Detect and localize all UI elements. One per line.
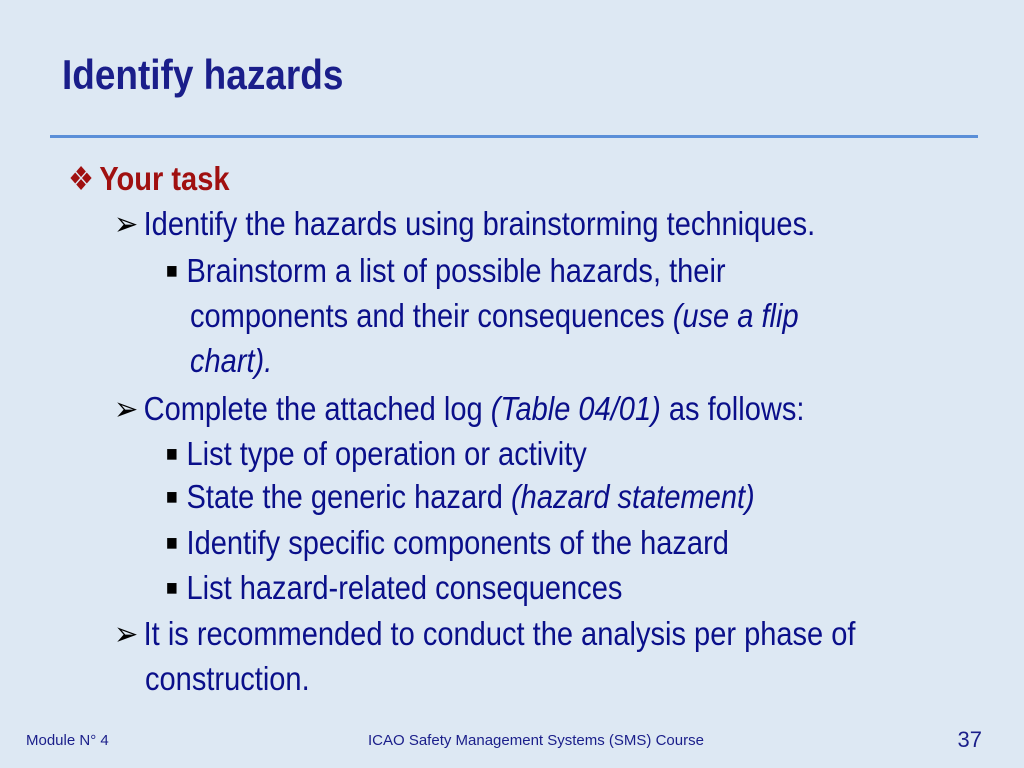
heading-your-task <box>68 160 230 198</box>
slide-title: Identify hazards <box>62 51 344 98</box>
list-item <box>166 478 755 516</box>
list-item-continuation <box>145 660 310 698</box>
list-item <box>166 569 622 607</box>
list-item <box>166 252 726 290</box>
item-italic-text: (use a flip <box>672 297 799 334</box>
item-italic-text: chart). <box>190 342 273 379</box>
list-item-continuation <box>190 297 799 335</box>
item-italic-text: (hazard statement) <box>511 478 755 515</box>
item-text: Complete the attached log <box>143 390 491 427</box>
list-item <box>166 524 729 562</box>
page-number: 37 <box>957 727 982 752</box>
arrow-bullet-icon: ➢ <box>114 205 139 242</box>
list-item-continuation <box>190 342 272 380</box>
square-bullet-icon: ■ <box>166 441 178 466</box>
square-bullet-icon: ■ <box>166 484 178 509</box>
arrow-bullet-icon: ➢ <box>114 615 139 652</box>
item-text: List hazard-related consequences <box>186 569 623 606</box>
footer-module: Module N° 4 <box>26 732 109 749</box>
item-text: Brainstorm a list of possible hazards, their <box>186 252 726 289</box>
list-item <box>114 205 815 243</box>
list-item <box>166 435 587 473</box>
list-item <box>114 615 855 653</box>
heading-text: Your task <box>99 160 230 197</box>
item-text: components and their consequences <box>190 297 673 334</box>
footer-course: ICAO Safety Management Systems (SMS) Course <box>368 732 704 749</box>
item-italic-text: (Table 04/01) <box>490 390 661 427</box>
list-item <box>114 390 804 428</box>
item-text: construction. <box>145 660 310 697</box>
item-text: List type of operation or activity <box>186 435 587 472</box>
item-text: as follows: <box>660 390 805 427</box>
square-bullet-icon: ■ <box>166 258 178 283</box>
square-bullet-icon: ■ <box>166 530 178 555</box>
arrow-bullet-icon: ➢ <box>114 390 139 427</box>
diamond-cluster-icon: ❖ <box>68 160 95 197</box>
square-bullet-icon: ■ <box>166 575 178 600</box>
item-text: Identify specific components of the hazard <box>186 524 729 561</box>
item-text: It is recommended to conduct the analysis per phase of <box>143 615 856 652</box>
item-text: Identify the hazards using brainstorming techniques. <box>143 205 816 242</box>
item-text: State the generic hazard <box>186 478 512 515</box>
